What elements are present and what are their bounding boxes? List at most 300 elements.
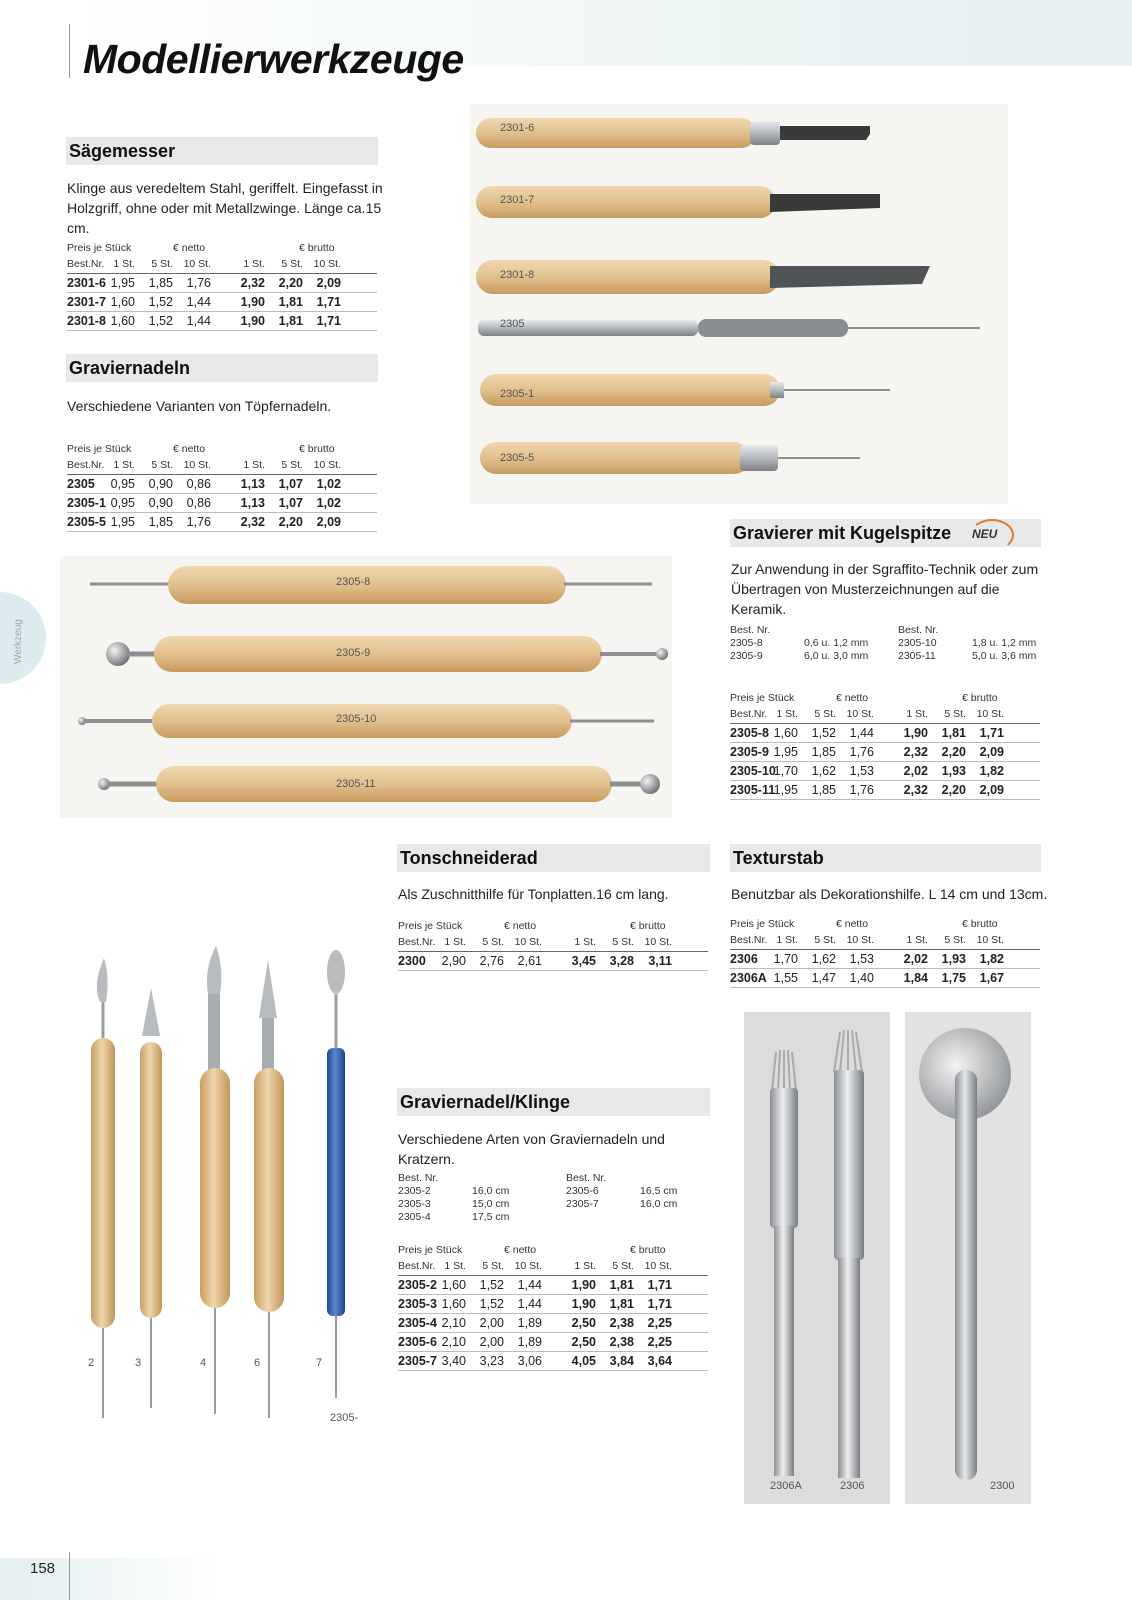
header-brutto: € brutto xyxy=(299,242,335,254)
header-brutto: € brutto xyxy=(962,918,998,930)
price-netto: 2,90 xyxy=(441,954,466,968)
tools-illustration-wheel xyxy=(905,1012,1031,1504)
table-subheader-row xyxy=(67,458,377,475)
photo-label: 2301-7 xyxy=(500,194,535,206)
table-row xyxy=(730,781,1040,800)
article-number: 2301-7 xyxy=(67,295,106,309)
price-brutto: 3,28 xyxy=(609,954,634,968)
table-row xyxy=(67,475,377,494)
header-qty: 1 St. xyxy=(906,708,928,720)
page-title: Modellierwerkzeuge xyxy=(83,36,464,82)
header-qty: 10 St. xyxy=(846,708,874,720)
header-qty: 5 St. xyxy=(482,936,504,948)
price-table-graviernadel-klinge xyxy=(398,1243,708,1371)
header-qty: 1 St. xyxy=(776,708,798,720)
spec-value: 1,8 u. 1,2 mm xyxy=(972,637,1037,649)
tool-2305-11 xyxy=(98,766,660,802)
price-brutto: 1,71 xyxy=(979,726,1004,740)
price-netto: 2,61 xyxy=(517,954,542,968)
spec-article: 2305-4 xyxy=(398,1211,431,1223)
photo-label: 7 xyxy=(316,1357,323,1369)
spec-header: Best. Nr. xyxy=(398,1172,439,1184)
price-netto: 1,85 xyxy=(148,515,173,529)
price-brutto: 1,13 xyxy=(240,477,265,491)
needle-2305-3 xyxy=(140,988,162,1408)
spec-article: 2305-6 xyxy=(566,1185,599,1197)
header-brutto: € brutto xyxy=(630,920,666,932)
price-netto: 2,00 xyxy=(479,1316,504,1330)
needle-2305-6 xyxy=(254,960,284,1418)
price-netto: 1,52 xyxy=(479,1297,504,1311)
header-qty: 5 St. xyxy=(944,934,966,946)
header-qty: 10 St. xyxy=(183,258,211,270)
price-brutto: 1,90 xyxy=(240,295,265,309)
article-number: 2305-11 xyxy=(730,783,776,797)
table-header-row xyxy=(67,241,377,257)
price-netto: 1,76 xyxy=(186,276,211,290)
spec-header: Best. Nr. xyxy=(898,624,939,636)
price-netto: 1,53 xyxy=(849,764,874,778)
tools-illustration-top xyxy=(470,104,1008,504)
header-qty: 5 St. xyxy=(482,1260,504,1272)
price-brutto: 1,81 xyxy=(278,314,303,328)
tool-2306 xyxy=(834,1030,864,1478)
header-netto: € netto xyxy=(504,920,537,932)
price-brutto: 2,09 xyxy=(316,276,341,290)
price-brutto: 1,75 xyxy=(941,971,966,985)
table-row xyxy=(398,1276,708,1295)
header-qty: 1 St. xyxy=(906,934,928,946)
header-qty: 10 St. xyxy=(514,936,542,948)
price-brutto: 2,32 xyxy=(903,745,928,759)
side-label: Werkzeug xyxy=(13,619,24,664)
header-qty: 5 St. xyxy=(612,936,634,948)
photo-label: 2305-8 xyxy=(336,576,371,588)
section-title-gravierer: Gravierer mit Kugelspitze xyxy=(730,519,1041,547)
table-row xyxy=(67,274,377,293)
tonschneiderad-description: Als Zuschnitthilfe für Tonplatten.16 cm lang. xyxy=(398,886,669,902)
table-subheader-row xyxy=(67,257,377,274)
header-qty: 10 St. xyxy=(514,1260,542,1272)
tool-2301-8 xyxy=(476,260,930,294)
spec-article: 2305-2 xyxy=(398,1185,431,1197)
price-table-gravierer xyxy=(730,691,1040,800)
table-row xyxy=(398,1333,708,1352)
photo-label: 2301-8 xyxy=(500,269,535,281)
header-preis: Preis je Stück xyxy=(67,443,132,455)
table-row xyxy=(398,1295,708,1314)
price-netto: 1,44 xyxy=(186,295,211,309)
photo-label: 2305- xyxy=(330,1412,359,1424)
price-netto: 1,70 xyxy=(773,952,798,966)
header-qty: 1 St. xyxy=(574,1260,596,1272)
tool-2305-8 xyxy=(90,566,652,604)
tool-2305-9 xyxy=(106,636,668,672)
price-netto: 1,52 xyxy=(811,726,836,740)
price-netto: 1,95 xyxy=(773,745,798,759)
price-brutto: 3,45 xyxy=(571,954,596,968)
price-netto: 1,89 xyxy=(517,1316,542,1330)
header-netto: € netto xyxy=(173,443,206,455)
table-row xyxy=(398,1314,708,1333)
header-netto: € netto xyxy=(504,1244,537,1256)
price-brutto: 2,02 xyxy=(903,764,928,778)
price-netto: 1,85 xyxy=(811,783,836,797)
photo-label: 2301-6 xyxy=(500,122,535,134)
price-brutto: 1,07 xyxy=(278,477,303,491)
price-netto: 0,86 xyxy=(186,496,211,510)
price-netto: 0,90 xyxy=(148,496,173,510)
tool-2301-7 xyxy=(476,186,880,218)
price-netto: 1,95 xyxy=(773,783,798,797)
table-row xyxy=(730,724,1040,743)
price-brutto: 3,84 xyxy=(609,1354,634,1368)
header-preis: Preis je Stück xyxy=(67,242,132,254)
header-bestnr: Best.Nr. xyxy=(398,1260,436,1272)
header-qty: 5 St. xyxy=(151,459,173,471)
header-preis: Preis je Stück xyxy=(398,920,463,932)
price-brutto: 1,02 xyxy=(316,477,341,491)
gravierer-description: Zur Anwendung in der Sgraffito-Technik oder zum Übertragen von Musterzeichnungen auf die Keramik. xyxy=(731,561,1039,617)
price-netto: 1,62 xyxy=(811,952,836,966)
price-netto: 1,95 xyxy=(110,276,135,290)
spec-header: Best. Nr. xyxy=(730,624,771,636)
article-number: 2305-5 xyxy=(67,515,106,529)
price-netto: 1,95 xyxy=(110,515,135,529)
article-number: 2306 xyxy=(730,952,758,966)
header-brutto: € brutto xyxy=(299,443,335,455)
section-title-texturstab: Texturstab xyxy=(730,844,1041,872)
header-qty: 10 St. xyxy=(644,936,672,948)
price-brutto: 2,20 xyxy=(941,783,966,797)
price-brutto: 1,67 xyxy=(979,971,1004,985)
price-netto: 1,53 xyxy=(849,952,874,966)
price-table-saegemesser xyxy=(67,241,377,331)
header-bestnr: Best.Nr. xyxy=(398,936,436,948)
price-brutto: 1,81 xyxy=(278,295,303,309)
spec-value: 5,0 u. 3,6 mm xyxy=(972,650,1037,662)
header-qty: 5 St. xyxy=(944,708,966,720)
photo-label: 2300 xyxy=(990,1480,1015,1492)
price-brutto: 1,82 xyxy=(979,952,1004,966)
header-preis: Preis je Stück xyxy=(730,692,795,704)
price-brutto: 2,32 xyxy=(240,276,265,290)
price-brutto: 1,90 xyxy=(571,1297,596,1311)
price-brutto: 2,38 xyxy=(609,1335,634,1349)
article-number: 2305-1 xyxy=(67,496,106,510)
graviernadel-klinge-description: Verschiedene Arten von Graviernadeln und Kratzern. xyxy=(398,1131,665,1167)
price-netto: 3,40 xyxy=(441,1354,466,1368)
article-number: 2306A xyxy=(730,971,767,985)
table-row xyxy=(67,293,377,312)
price-netto: 1,60 xyxy=(441,1297,466,1311)
photo-label: 2306A xyxy=(770,1480,802,1492)
price-brutto: 1,71 xyxy=(316,314,341,328)
table-row xyxy=(730,969,1040,988)
article-number: 2305-7 xyxy=(398,1354,437,1368)
header-qty: 1 St. xyxy=(243,258,265,270)
price-table-texturstab xyxy=(730,917,1040,988)
article-number: 2305-10 xyxy=(730,764,776,778)
spec-value: 15,0 cm xyxy=(472,1198,510,1210)
photo-label: 2305-9 xyxy=(336,647,371,659)
price-brutto: 1,71 xyxy=(647,1278,672,1292)
price-netto: 1,60 xyxy=(773,726,798,740)
price-brutto: 3,64 xyxy=(647,1354,672,1368)
photo-label: 2305 xyxy=(500,318,525,330)
photo-label: 2305-11 xyxy=(336,778,376,790)
spec-article: 2305-3 xyxy=(398,1198,431,1210)
price-table-tonschneiderad xyxy=(398,919,708,971)
price-brutto: 3,11 xyxy=(648,954,672,968)
price-brutto: 2,25 xyxy=(647,1316,672,1330)
price-netto: 1,44 xyxy=(849,726,874,740)
tools-illustration-needles xyxy=(66,938,366,1458)
spec-value: 0,6 u. 1,2 mm xyxy=(804,637,869,649)
price-netto: 1,60 xyxy=(110,295,135,309)
photo-saegemesser-graviernadeln xyxy=(470,104,1008,504)
spec-article: 2305-7 xyxy=(566,1198,599,1210)
price-netto: 1,76 xyxy=(849,783,874,797)
price-brutto: 2,09 xyxy=(316,515,341,529)
spec-article: 2305-10 xyxy=(898,637,937,649)
new-badge: NEU xyxy=(972,527,998,541)
table-row xyxy=(67,513,377,532)
price-netto: 2,76 xyxy=(479,954,504,968)
photo-label: 4 xyxy=(200,1357,207,1369)
section-title-saegemesser: Sägemesser xyxy=(66,137,378,165)
price-netto: 1,85 xyxy=(148,276,173,290)
price-brutto: 2,32 xyxy=(903,783,928,797)
price-brutto: 1,13 xyxy=(240,496,265,510)
section-title-graviernadeln: Graviernadeln xyxy=(66,354,378,382)
header-netto: € netto xyxy=(836,692,869,704)
header-qty: 1 St. xyxy=(113,258,135,270)
tools-illustration-texture xyxy=(744,1012,890,1504)
price-brutto: 1,02 xyxy=(316,496,341,510)
price-netto: 1,70 xyxy=(773,764,798,778)
header-qty: 10 St. xyxy=(313,459,341,471)
price-netto: 1,85 xyxy=(811,745,836,759)
needle-2305-4 xyxy=(200,946,230,1414)
price-netto: 1,52 xyxy=(479,1278,504,1292)
price-netto: 3,06 xyxy=(517,1354,542,1368)
graviernadel-klinge-specs xyxy=(398,1172,718,1228)
header-qty: 5 St. xyxy=(281,258,303,270)
photo-label: 2 xyxy=(88,1357,95,1369)
header-qty: 10 St. xyxy=(976,708,1004,720)
spec-article: 2305-8 xyxy=(730,637,763,649)
article-number: 2300 xyxy=(398,954,426,968)
price-brutto: 2,09 xyxy=(979,783,1004,797)
article-number: 2301-8 xyxy=(67,314,106,328)
wheel-handle xyxy=(955,1070,977,1480)
header-bestnr: Best.Nr. xyxy=(67,459,105,471)
price-brutto: 1,90 xyxy=(571,1278,596,1292)
price-netto: 1,62 xyxy=(811,764,836,778)
article-number: 2305-3 xyxy=(398,1297,437,1311)
price-brutto: 2,25 xyxy=(647,1335,672,1349)
header-qty: 10 St. xyxy=(976,934,1004,946)
header-preis: Preis je Stück xyxy=(730,918,795,930)
footer-rule xyxy=(69,1552,70,1600)
price-brutto: 2,20 xyxy=(278,515,303,529)
price-netto: 1,52 xyxy=(148,314,173,328)
price-netto: 1,76 xyxy=(849,745,874,759)
table-row xyxy=(730,743,1040,762)
article-number: 2305-2 xyxy=(398,1278,437,1292)
price-brutto: 1,71 xyxy=(647,1297,672,1311)
title-rule xyxy=(69,24,70,78)
tool-2305-5 xyxy=(480,442,860,474)
needle-2305-2 xyxy=(91,958,115,1418)
price-brutto: 2,02 xyxy=(903,952,928,966)
tool-2301-6 xyxy=(476,118,870,148)
price-netto: 1,40 xyxy=(849,971,874,985)
table-subheader-row xyxy=(730,933,1040,950)
header-qty: 10 St. xyxy=(644,1260,672,1272)
header-qty: 5 St. xyxy=(151,258,173,270)
price-brutto: 1,81 xyxy=(941,726,966,740)
spec-value: 6,0 u. 3,0 mm xyxy=(804,650,869,662)
header-qty: 5 St. xyxy=(281,459,303,471)
header-qty: 10 St. xyxy=(183,459,211,471)
tool-2306A xyxy=(770,1050,798,1476)
gravierer-specs xyxy=(730,624,1050,666)
table-header-row xyxy=(398,1243,708,1259)
tool-2305-1 xyxy=(480,374,890,406)
price-netto: 0,95 xyxy=(110,477,135,491)
table-row xyxy=(398,1352,708,1371)
spec-value: 16,5 cm xyxy=(640,1185,678,1197)
price-brutto: 1,93 xyxy=(941,952,966,966)
photo-label: 2305-5 xyxy=(500,452,535,464)
price-netto: 0,90 xyxy=(148,477,173,491)
price-brutto: 2,32 xyxy=(240,515,265,529)
price-brutto: 2,09 xyxy=(979,745,1004,759)
tool-2305 xyxy=(478,319,980,337)
spec-article: 2305-11 xyxy=(898,650,936,662)
table-header-row xyxy=(67,442,377,458)
header-qty: 1 St. xyxy=(444,1260,466,1272)
price-netto: 0,95 xyxy=(110,496,135,510)
price-brutto: 1,90 xyxy=(240,314,265,328)
price-brutto: 2,50 xyxy=(571,1335,596,1349)
table-subheader-row xyxy=(398,935,708,952)
photo-label: 2306 xyxy=(840,1480,865,1492)
header-brutto: € brutto xyxy=(630,1244,666,1256)
table-row xyxy=(67,312,377,331)
saegemesser-description: Klinge aus veredeltem Stahl, geriffelt. Eingefasst in Holzgriff, ohne oder mit Metallzwinge. Länge ca.15 cm. xyxy=(67,180,383,236)
header-qty: 1 St. xyxy=(243,459,265,471)
header-qty: 1 St. xyxy=(444,936,466,948)
header-qty: 5 St. xyxy=(814,934,836,946)
price-brutto: 1,71 xyxy=(316,295,341,309)
photo-label: 6 xyxy=(254,1357,261,1369)
price-netto: 1,44 xyxy=(517,1278,542,1292)
header-brutto: € brutto xyxy=(962,692,998,704)
spec-value: 16,0 cm xyxy=(472,1185,510,1197)
table-row xyxy=(67,494,377,513)
header-bestnr: Best.Nr. xyxy=(730,708,768,720)
article-number: 2305 xyxy=(67,477,95,491)
article-number: 2305-6 xyxy=(398,1335,437,1349)
price-brutto: 1,81 xyxy=(609,1278,634,1292)
price-netto: 2,10 xyxy=(441,1335,466,1349)
price-brutto: 2,38 xyxy=(609,1316,634,1330)
table-row xyxy=(730,950,1040,969)
price-brutto: 1,84 xyxy=(903,971,928,985)
price-netto: 1,52 xyxy=(148,295,173,309)
table-header-row xyxy=(730,917,1040,933)
header-qty: 1 St. xyxy=(574,936,596,948)
header-qty: 5 St. xyxy=(612,1260,634,1272)
photo-texturstab xyxy=(744,1012,890,1504)
article-number: 2305-8 xyxy=(730,726,769,740)
photo-tonschneiderad xyxy=(905,1012,1031,1504)
price-brutto: 1,07 xyxy=(278,496,303,510)
price-brutto: 1,81 xyxy=(609,1297,634,1311)
price-brutto: 2,20 xyxy=(941,745,966,759)
table-row xyxy=(730,762,1040,781)
table-subheader-row xyxy=(398,1259,708,1276)
price-netto: 1,76 xyxy=(186,515,211,529)
header-qty: 5 St. xyxy=(814,708,836,720)
photo-label: 2305-1 xyxy=(500,388,535,400)
price-brutto: 1,90 xyxy=(903,726,928,740)
page-number: 158 xyxy=(30,1560,56,1577)
price-brutto: 4,05 xyxy=(571,1354,596,1368)
header-bestnr: Best.Nr. xyxy=(730,934,768,946)
header-qty: 1 St. xyxy=(113,459,135,471)
table-header-row xyxy=(730,691,1040,707)
photo-label: 3 xyxy=(135,1357,142,1369)
spec-header: Best. Nr. xyxy=(566,1172,607,1184)
price-netto: 1,60 xyxy=(441,1278,466,1292)
price-netto: 1,55 xyxy=(773,971,798,985)
price-brutto: 2,50 xyxy=(571,1316,596,1330)
price-brutto: 2,20 xyxy=(278,276,303,290)
photo-label: 2305-10 xyxy=(336,713,377,725)
price-netto: 1,44 xyxy=(517,1297,542,1311)
article-number: 2301-6 xyxy=(67,276,106,290)
price-netto: 1,89 xyxy=(517,1335,542,1349)
header-qty: 1 St. xyxy=(776,934,798,946)
price-netto: 1,60 xyxy=(110,314,135,328)
header-netto: € netto xyxy=(173,242,206,254)
photo-graviernadel-klinge xyxy=(66,938,366,1458)
needle-2305-7 xyxy=(327,950,345,1398)
table-header-row xyxy=(398,919,708,935)
section-title-graviernadel-klinge: Graviernadel/Klinge xyxy=(397,1088,710,1116)
table-subheader-row xyxy=(730,707,1040,724)
header-bestnr: Best.Nr. xyxy=(67,258,105,270)
section-title-tonschneiderad: Tonschneiderad xyxy=(397,844,710,872)
spec-value: 17,5 cm xyxy=(472,1211,510,1223)
spec-value: 16,0 cm xyxy=(640,1198,678,1210)
price-brutto: 1,82 xyxy=(979,764,1004,778)
price-brutto: 1,93 xyxy=(941,764,966,778)
header-qty: 10 St. xyxy=(846,934,874,946)
header-preis: Preis je Stück xyxy=(398,1244,463,1256)
spec-article: 2305-9 xyxy=(730,650,763,662)
article-number: 2305-4 xyxy=(398,1316,437,1330)
price-netto: 2,10 xyxy=(441,1316,466,1330)
header-qty: 10 St. xyxy=(313,258,341,270)
price-netto: 3,23 xyxy=(479,1354,504,1368)
price-netto: 0,86 xyxy=(186,477,211,491)
article-number: 2305-9 xyxy=(730,745,769,759)
